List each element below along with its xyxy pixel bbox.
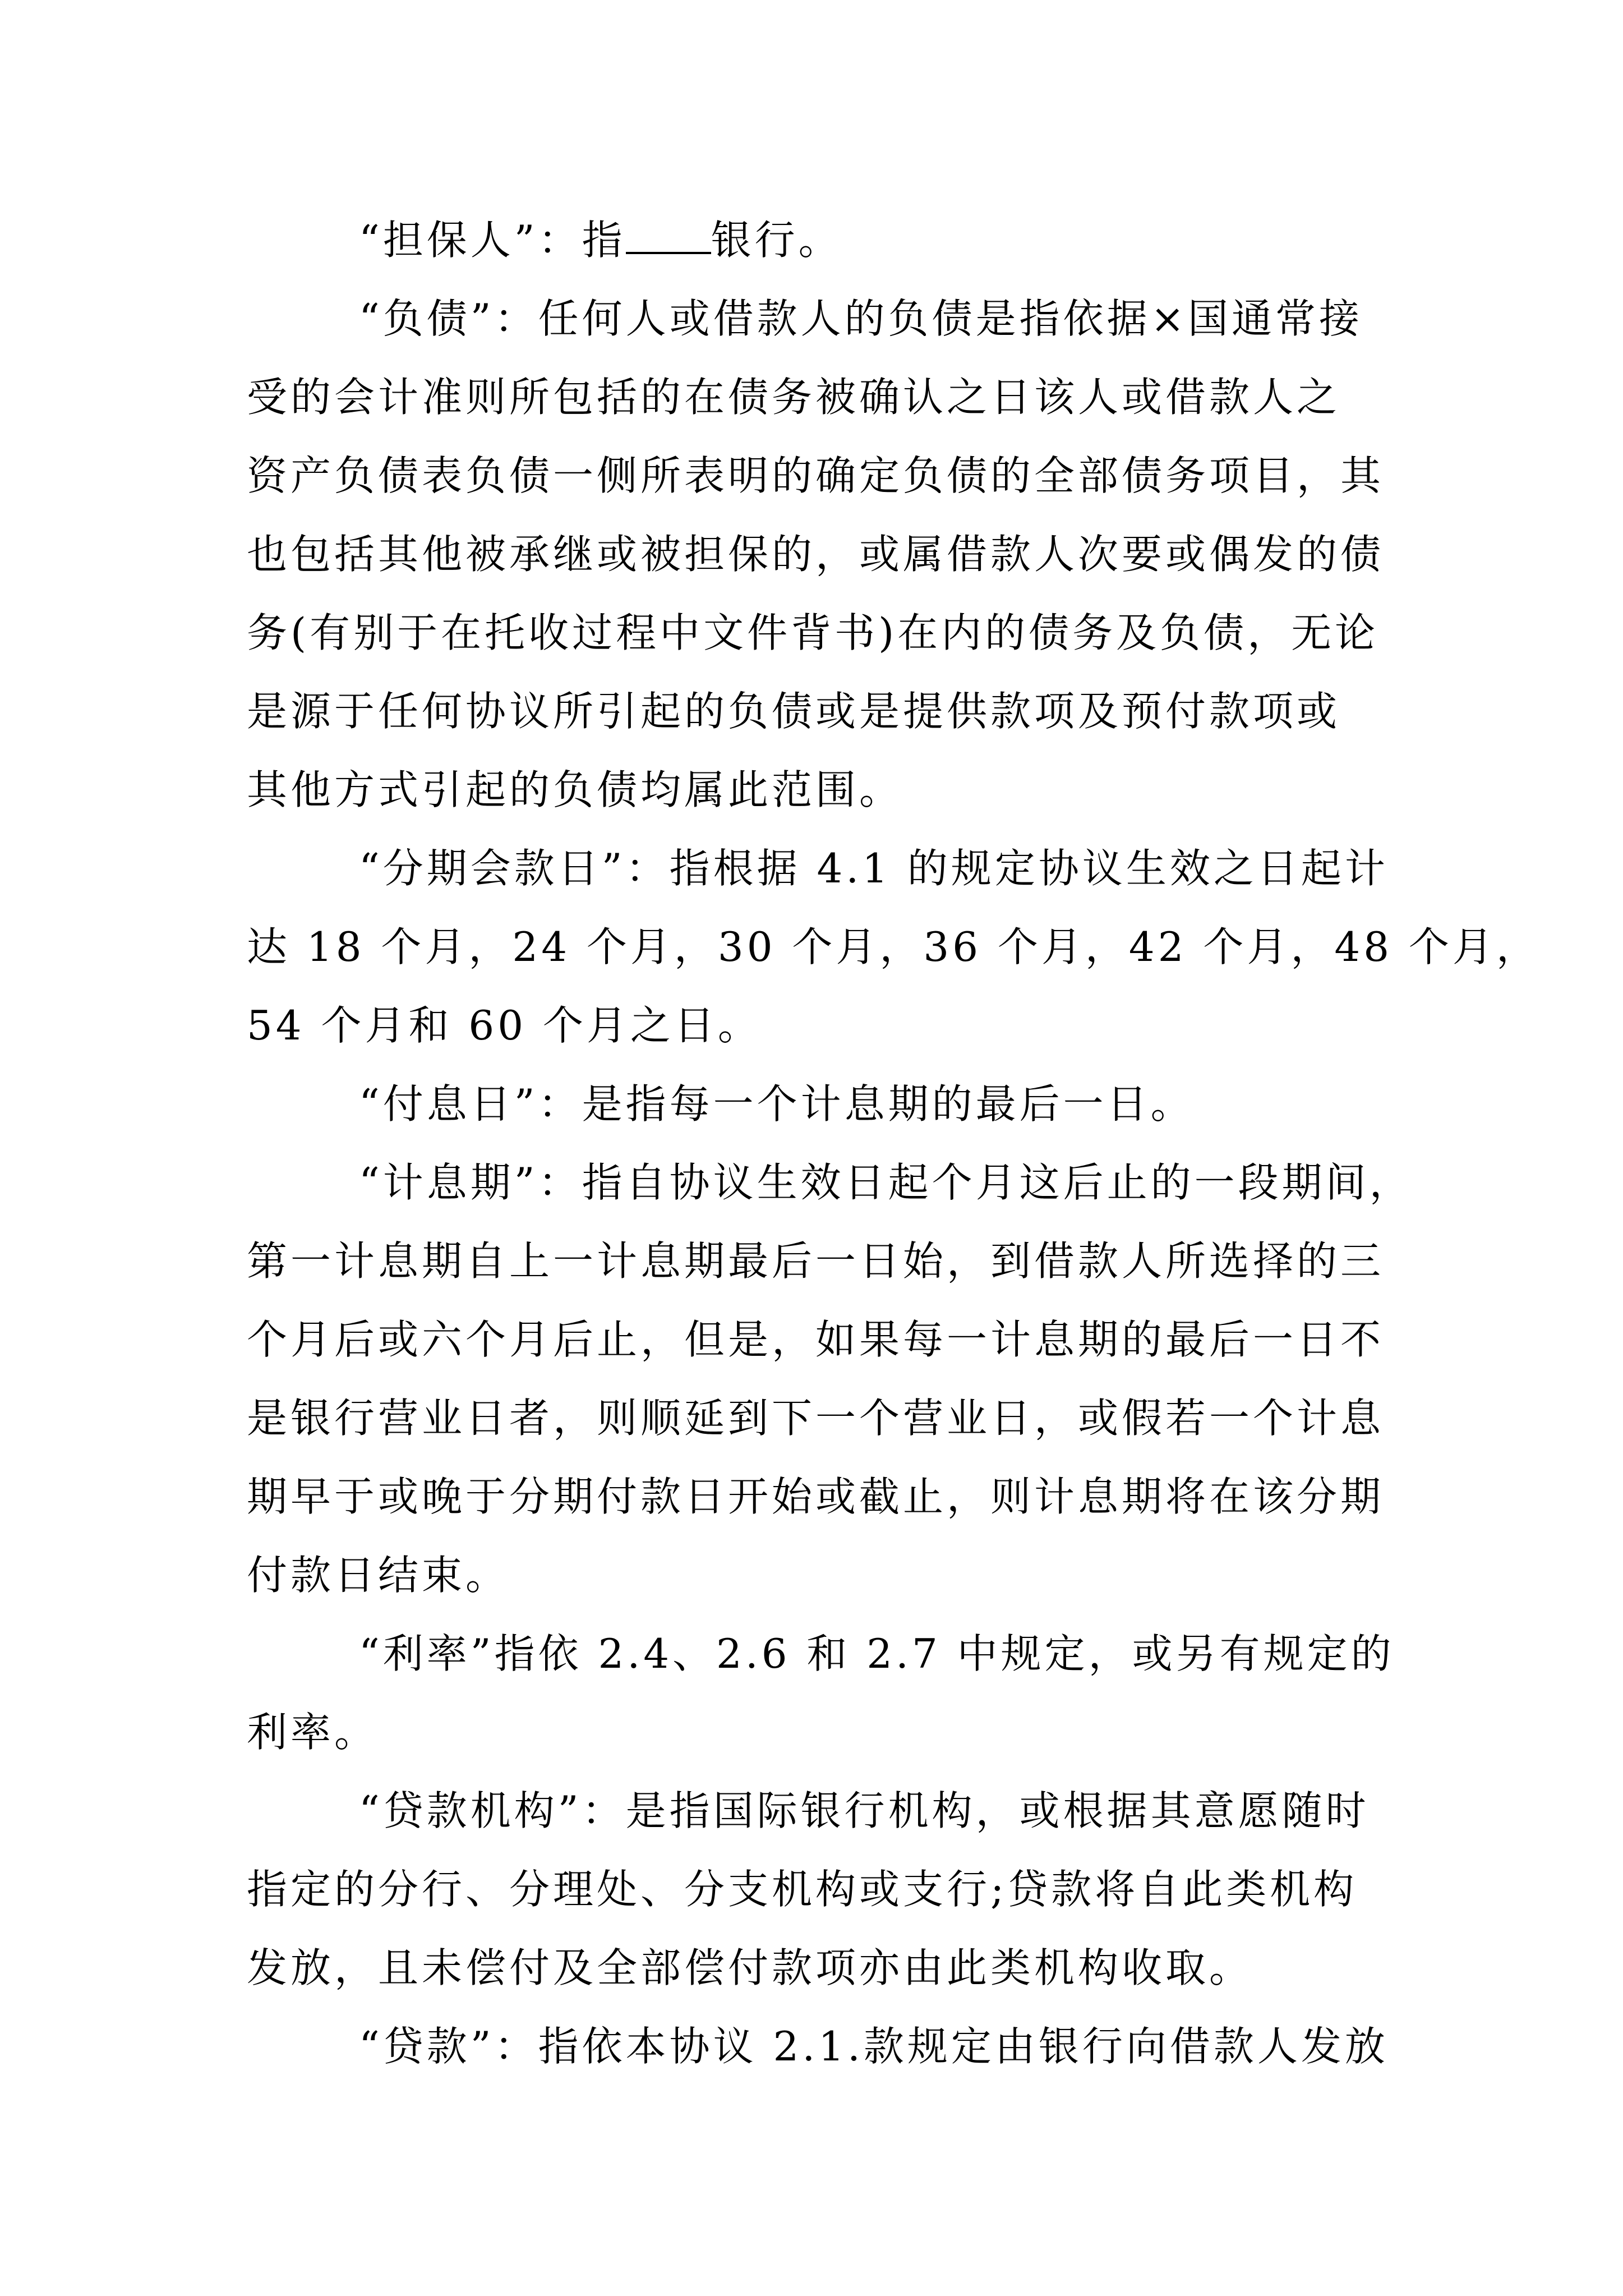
text-line: 个月后或六个月后止，但是，如果每一计息期的最后一日不 [247, 1316, 1385, 1363]
fill-in-blank [626, 213, 711, 254]
paragraph-interest-rate-start: “利率”指依 2.4、2.6 和 2.7 中规定，或另有规定的 [359, 1630, 1395, 1677]
text-line: 务(有别于在托收过程中文件背书)在内的债务及负债，无论 [247, 609, 1379, 656]
text-line: 54 个月和 60 个月之日。 [247, 1002, 762, 1049]
paragraph-interest-period-start: “计息期”：指自协议生效日起个月这后止的一段期间， [359, 1159, 1413, 1206]
text-line: 资产负债表负债一侧所表明的确定负债的全部债务项目，其 [247, 452, 1385, 499]
paragraph-loan-start: “贷款”：指依本协议 2.1.款规定由银行向借款人发放 [359, 2023, 1389, 2070]
guarantor-text-end: 银行。 [711, 217, 842, 264]
paragraph-liability-start: “负债”：任何人或借款人的负债是指依据×国通常接 [359, 295, 1363, 342]
text-line: 付款日结束。 [247, 1552, 510, 1599]
paragraph-lending-office-start: “贷款机构”：是指国际银行机构，或根据其意愿随时 [359, 1787, 1370, 1834]
paragraph-interest-payment-date: “付息日”：是指每一个计息期的最后一日。 [359, 1080, 1195, 1128]
text-line: 发放，且未偿付及全部偿付款项亦由此类机构收取。 [247, 1944, 1253, 1991]
text-line: 也包括其他被承继或被担保的，或属借款人次要或偶发的债 [247, 531, 1385, 578]
text-line: 受的会计准则所包括的在债务被确认之日该人或借款人之 [247, 374, 1341, 421]
text-line: 达 18 个月，24 个月，30 个月，36 个月，42 个月，48 个月， [247, 923, 1540, 970]
text-line: 指定的分行、分理处、分支机构或支行;贷款将自此类机构 [247, 1866, 1358, 1913]
paragraph-guarantor [247, 201, 842, 279]
text-line: 其他方式引起的负债均属此范围。 [247, 766, 903, 813]
text-line: 第一计息期自上一计息期最后一日始，到借款人所选择的三 [247, 1237, 1385, 1285]
text-line: 是源于任何协议所引起的负债或是提供款项及预付款项或 [247, 688, 1341, 735]
text-line: 利率。 [247, 1709, 379, 1756]
guarantor-text: “担保人”：指 [359, 217, 626, 264]
text-line: 期早于或晚于分期付款日开始或截止，则计息期将在该分期 [247, 1473, 1385, 1520]
paragraph-installment-start: “分期会款日”：指根据 4.1 的规定协议生效之日起计 [359, 845, 1389, 892]
text-line: 是银行营业日者，则顺延到下一个营业日，或假若一个计息 [247, 1395, 1385, 1442]
